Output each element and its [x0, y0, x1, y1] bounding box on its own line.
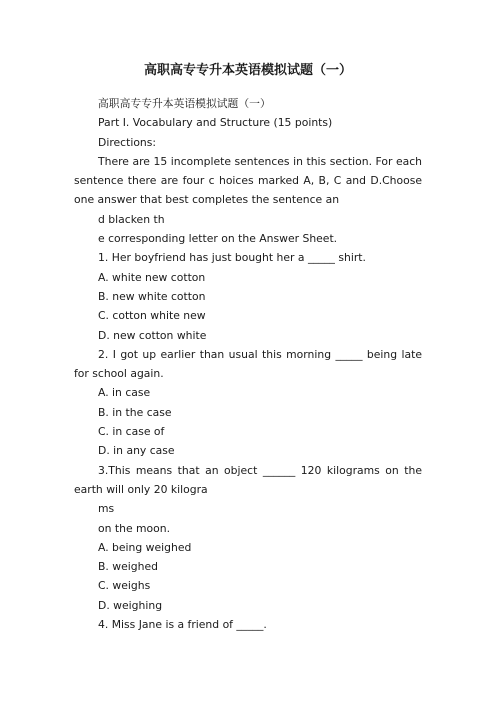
text-line: Part I. Vocabulary and Structure (15 points) [98, 116, 333, 130]
text-line: A. in case [98, 386, 151, 400]
document-body [74, 94, 422, 634]
text-line: 3.This means that an object ______ 120 kilograms on the earth will only 20 kilogra [74, 463, 422, 496]
text-line: B. weighed [98, 560, 158, 574]
text-line: C. in case of [98, 425, 165, 439]
text-line: Directions: [98, 135, 157, 149]
text-line: 高职高专专升本英语模拟试题（一） [98, 97, 271, 110]
text-line: D. new cotton white [98, 328, 207, 342]
text-line: C. weighs [98, 579, 151, 593]
text-line: 4. Miss Jane is a friend of _____. [98, 618, 267, 632]
text-line: 2. I got up earlier than usual this morning _____ being late for school again. [74, 347, 422, 381]
text-line: There are 15 incomplete sentences in this section. For each sentence there are four c hoices marked A, B, C and D.Choose one answer that best completes the sentence an [74, 154, 422, 207]
text-line: C. cotton white new [98, 309, 206, 323]
text-line: D. in any case [98, 444, 175, 458]
text-line: B. in the case [98, 405, 172, 419]
text-line: d blacken th [98, 212, 165, 226]
text-line: D. weighing [98, 598, 163, 612]
text-line: e corresponding letter on the Answer Sheet. [98, 232, 338, 246]
text-line: A. being weighed [98, 540, 192, 554]
text-line: A. white new cotton [98, 270, 206, 284]
text-line: ms [98, 502, 115, 516]
text-line: 1. Her boyfriend has just bought her a _____ shirt. [98, 251, 366, 265]
document-title: 高职高专专升本英语模拟试题（一） [143, 63, 352, 78]
text-line: on the moon. [98, 521, 171, 535]
text-line: B. new white cotton [98, 289, 206, 303]
